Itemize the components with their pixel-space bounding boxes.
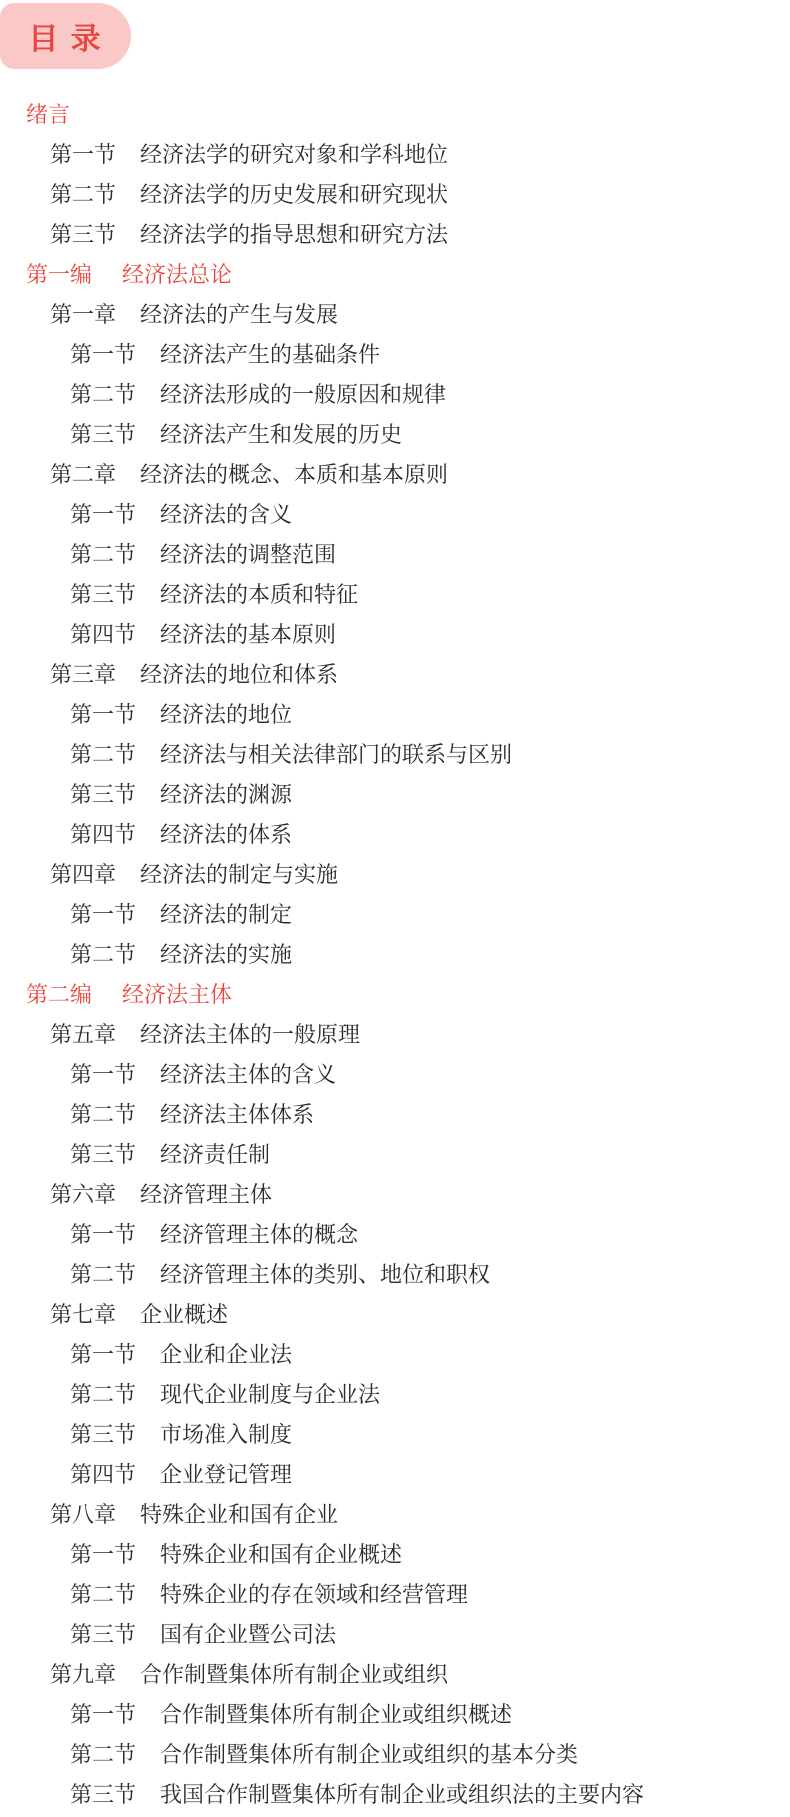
toc-entry-title: 经济法学的历史发展和研究现状 xyxy=(140,182,449,207)
toc-entry-title: 经济法与相关法律部门的联系与区别 xyxy=(160,742,513,767)
toc-entry-label: 第二节 xyxy=(70,382,137,407)
toc-entry-label: 第三节 xyxy=(70,1782,137,1807)
toc-entry[interactable] xyxy=(0,1095,790,1135)
toc-entry-title: 企业概述 xyxy=(140,1302,229,1327)
toc-entry-label: 第二节 xyxy=(70,542,137,567)
toc-entry[interactable] xyxy=(0,615,790,655)
toc-entry-title: 合作制暨集体所有制企业或组织 xyxy=(140,1662,449,1687)
toc-entry-title: 经济法的产生与发展 xyxy=(140,302,339,327)
toc-entry-title: 经济管理主体的类别、地位和职权 xyxy=(160,1262,491,1287)
toc-entry[interactable] xyxy=(0,695,790,735)
toc-entry-label: 第二节 xyxy=(50,182,117,207)
toc-entry[interactable] xyxy=(0,495,790,535)
toc-entry-label: 第四节 xyxy=(70,1462,137,1487)
toc-entry-label: 第二节 xyxy=(70,1382,137,1407)
toc-entry-title: 经济法的渊源 xyxy=(160,782,293,807)
toc-entry-label: 第六章 xyxy=(50,1182,117,1207)
toc-entry-title: 特殊企业和国有企业 xyxy=(140,1502,339,1527)
toc-entry-label: 第二节 xyxy=(70,942,137,967)
toc-entry-label: 第七章 xyxy=(50,1302,117,1327)
toc-entry[interactable] xyxy=(0,815,790,855)
toc-entry-title: 经济法的基本原则 xyxy=(160,622,337,647)
toc-entry[interactable] xyxy=(0,415,790,455)
toc-entry-label: 第三节 xyxy=(50,222,117,247)
toc-entry-label: 第三节 xyxy=(70,1142,137,1167)
toc-entry-label: 第三节 xyxy=(70,422,137,447)
toc-entry-title: 经济法产生的基础条件 xyxy=(160,342,381,367)
toc-entry[interactable] xyxy=(0,375,790,415)
toc-entry[interactable] xyxy=(0,1135,790,1175)
toc-entry-label: 第一节 xyxy=(70,1542,137,1567)
toc-entry-label: 第一节 xyxy=(70,1702,137,1727)
toc-entry-label: 第四节 xyxy=(70,822,137,847)
toc-entry[interactable] xyxy=(0,455,790,495)
toc-entry-title: 经济法产生和发展的历史 xyxy=(160,422,403,447)
toc-entry-title: 经济管理主体的概念 xyxy=(160,1222,359,1247)
toc-entry-label: 第四节 xyxy=(70,622,137,647)
toc-entry-title: 经济法主体的一般原理 xyxy=(140,1022,361,1047)
toc-entry-title: 经济法的地位 xyxy=(160,702,293,727)
toc-entry-label: 第一节 xyxy=(70,1222,137,1247)
toc-entry[interactable] xyxy=(0,215,790,255)
toc-entry-title: 经济责任制 xyxy=(160,1142,271,1167)
toc-entry-title: 经济法的制定与实施 xyxy=(140,862,339,887)
toc-entry-title: 经济法的制定 xyxy=(160,902,293,927)
toc-entry[interactable] xyxy=(0,855,790,895)
toc-entry[interactable] xyxy=(0,655,790,695)
toc-entry-label: 第三节 xyxy=(70,782,137,807)
toc-entry-title: 经济法的调整范围 xyxy=(160,542,337,567)
toc-entry[interactable] xyxy=(0,735,790,775)
toc-entry-label: 第一章 xyxy=(50,302,117,327)
toc-entry-label: 第二章 xyxy=(50,462,117,487)
toc-entry-title: 经济法的概念、本质和基本原则 xyxy=(140,462,449,487)
toc-entry-label: 第八章 xyxy=(50,1502,117,1527)
toc-entry-label: 第四章 xyxy=(50,862,117,887)
toc-entry-title: 企业登记管理 xyxy=(160,1462,293,1487)
toc-entry[interactable] xyxy=(0,1775,790,1815)
toc-entry-title: 经济法学的研究对象和学科地位 xyxy=(140,142,449,167)
toc-entry[interactable] xyxy=(0,255,790,295)
toc-list xyxy=(0,95,790,1815)
toc-entry[interactable] xyxy=(0,175,790,215)
toc-entry[interactable] xyxy=(0,1215,790,1255)
toc-entry-title: 经济法的实施 xyxy=(160,942,293,967)
toc-entry[interactable] xyxy=(0,1695,790,1735)
toc-entry-label: 绪言 xyxy=(26,102,71,127)
toc-entry-title: 经济法主体体系 xyxy=(160,1102,315,1127)
toc-entry-label: 第一节 xyxy=(70,502,137,527)
toc-entry-title: 经济法的本质和特征 xyxy=(160,582,359,607)
toc-entry[interactable] xyxy=(0,1455,790,1495)
toc-entry-title: 经济管理主体 xyxy=(140,1182,273,1207)
toc-entry[interactable] xyxy=(0,1535,790,1575)
toc-entry[interactable] xyxy=(0,1655,790,1695)
toc-entry-title: 我国合作制暨集体所有制企业或组织法的主要内容 xyxy=(160,1782,645,1807)
toc-entry[interactable] xyxy=(0,775,790,815)
toc-entry[interactable] xyxy=(0,935,790,975)
toc-entry-title: 国有企业暨公司法 xyxy=(160,1622,337,1647)
toc-entry-title: 特殊企业和国有企业概述 xyxy=(160,1542,403,1567)
page-title: 目 录 xyxy=(28,23,103,56)
toc-entry-title: 经济法主体的含义 xyxy=(160,1062,337,1087)
toc-title-badge xyxy=(0,3,131,69)
toc-entry[interactable] xyxy=(0,1055,790,1095)
toc-entry[interactable] xyxy=(0,1255,790,1295)
toc-entry[interactable] xyxy=(0,1415,790,1455)
toc-entry-label: 第一节 xyxy=(70,1342,137,1367)
toc-entry[interactable] xyxy=(0,895,790,935)
toc-entry-label: 第一节 xyxy=(70,702,137,727)
toc-entry-label: 第一节 xyxy=(70,1062,137,1087)
toc-entry[interactable] xyxy=(0,95,790,135)
toc-entry-title: 特殊企业的存在领域和经营管理 xyxy=(160,1582,469,1607)
toc-entry-title: 现代企业制度与企业法 xyxy=(160,1382,381,1407)
toc-entry-title: 企业和企业法 xyxy=(160,1342,293,1367)
toc-entry[interactable] xyxy=(0,975,790,1015)
toc-entry[interactable] xyxy=(0,1015,790,1055)
toc-entry-title: 经济法主体 xyxy=(122,982,233,1007)
toc-entry[interactable] xyxy=(0,1375,790,1415)
toc-entry[interactable] xyxy=(0,1175,790,1215)
toc-entry-title: 合作制暨集体所有制企业或组织的基本分类 xyxy=(160,1742,579,1767)
toc-entry-title: 市场准入制度 xyxy=(160,1422,293,1447)
toc-entry[interactable] xyxy=(0,1575,790,1615)
toc-entry-title: 经济法学的指导思想和研究方法 xyxy=(140,222,449,247)
toc-entry-label: 第九章 xyxy=(50,1662,117,1687)
toc-entry-label: 第三节 xyxy=(70,1622,137,1647)
toc-entry-label: 第三节 xyxy=(70,582,137,607)
toc-entry-label: 第二节 xyxy=(70,742,137,767)
toc-entry[interactable] xyxy=(0,535,790,575)
toc-entry-title: 经济法形成的一般原因和规律 xyxy=(160,382,447,407)
toc-entry-title: 经济法的地位和体系 xyxy=(140,662,339,687)
toc-entry[interactable] xyxy=(0,1615,790,1655)
toc-entry-label: 第二节 xyxy=(70,1262,137,1287)
toc-entry-label: 第一节 xyxy=(50,142,117,167)
toc-entry-label: 第一编 xyxy=(26,262,93,287)
toc-entry-label: 第二节 xyxy=(70,1742,137,1767)
toc-entry-label: 第二节 xyxy=(70,1102,137,1127)
toc-entry-label: 第三节 xyxy=(70,1422,137,1447)
toc-entry-title: 经济法的含义 xyxy=(160,502,293,527)
toc-entry-title: 经济法的体系 xyxy=(160,822,293,847)
toc-entry[interactable] xyxy=(0,135,790,175)
toc-entry[interactable] xyxy=(0,335,790,375)
toc-entry-title: 合作制暨集体所有制企业或组织概述 xyxy=(160,1702,513,1727)
toc-entry[interactable] xyxy=(0,575,790,615)
toc-entry[interactable] xyxy=(0,295,790,335)
toc-entry[interactable] xyxy=(0,1495,790,1535)
toc-entry-label: 第三章 xyxy=(50,662,117,687)
toc-entry-label: 第二编 xyxy=(26,982,93,1007)
toc-entry[interactable] xyxy=(0,1335,790,1375)
toc-entry[interactable] xyxy=(0,1295,790,1335)
toc-entry-title: 经济法总论 xyxy=(122,262,233,287)
toc-entry-label: 第二节 xyxy=(70,1582,137,1607)
toc-entry-label: 第一节 xyxy=(70,902,137,927)
toc-entry[interactable] xyxy=(0,1735,790,1775)
toc-entry-label: 第五章 xyxy=(50,1022,117,1047)
toc-entry-label: 第一节 xyxy=(70,342,137,367)
